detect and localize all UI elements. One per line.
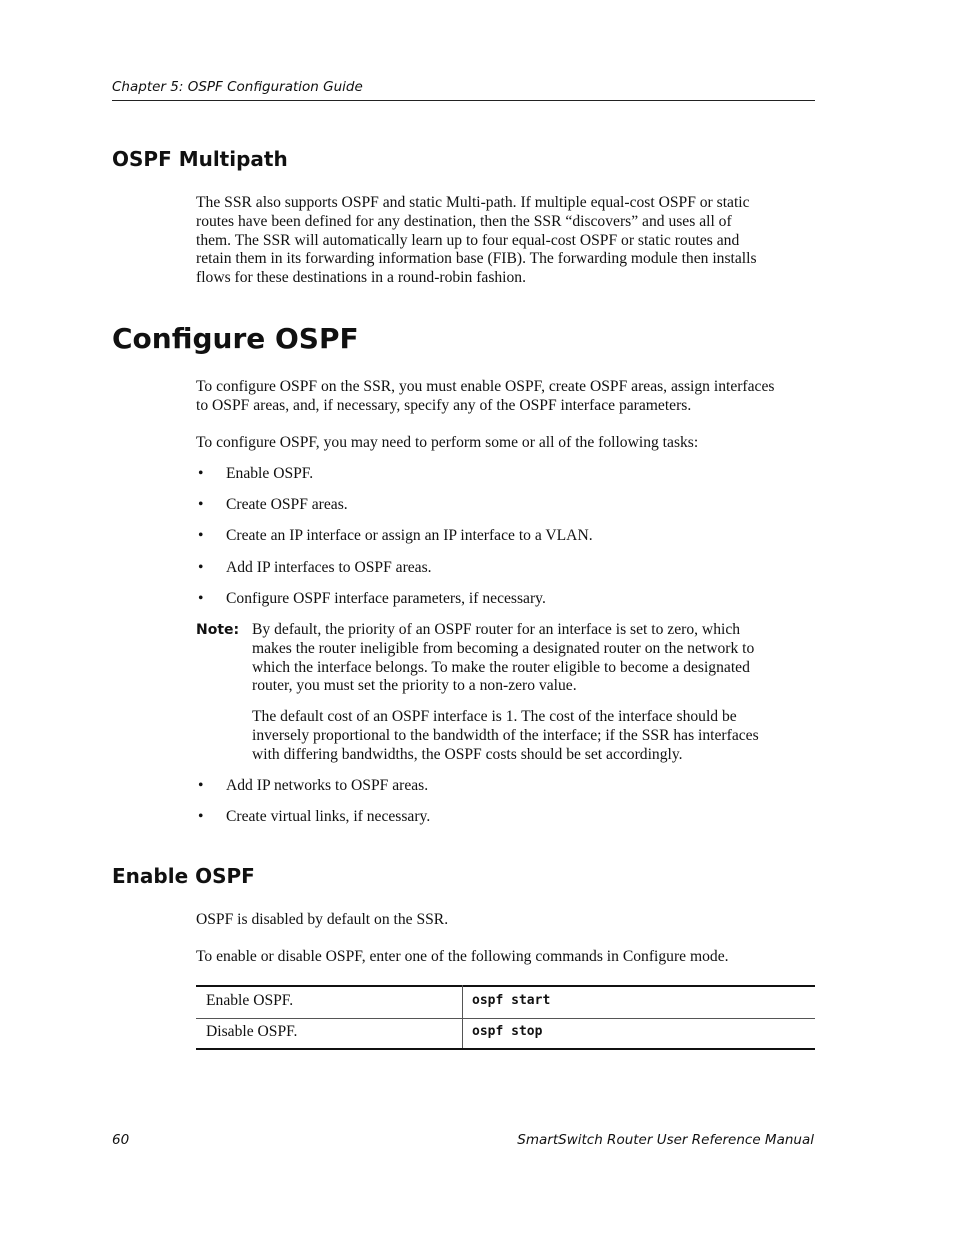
paragraph-line: which the interface belongs. To make the router eligible to become a designated (252, 658, 750, 676)
table-top-rule (196, 985, 815, 987)
section-heading-configure-ospf: Configure OSPF (112, 322, 359, 355)
list-item-text: Create OSPF areas. (226, 496, 348, 513)
bullet-icon: • (198, 559, 204, 576)
paragraph-line: with differing bandwidths, the OSPF costs should be set accordingly. (252, 745, 683, 763)
multipath-paragraph (196, 194, 836, 288)
header-rule (112, 100, 815, 101)
paragraph-line: makes the router ineligible from becoming a designated router on the network to (252, 639, 755, 657)
table-cell-command: ospf stop (472, 1024, 543, 1039)
table-cell-action: Enable OSPF. (206, 992, 294, 1009)
manual-title: SmartSwitch Router User Reference Manual (517, 1132, 814, 1148)
section-heading-enable-ospf: Enable OSPF (112, 864, 255, 888)
table-cell-action: Disable OSPF. (206, 1023, 298, 1040)
note-paragraph-2 (252, 708, 832, 764)
table-row-rule (196, 1018, 815, 1019)
paragraph-line: to OSPF areas, and, if necessary, specify any of the OSPF interface parameters. (196, 396, 692, 414)
bullet-icon: • (198, 590, 204, 607)
list-item-text: Enable OSPF. (226, 465, 314, 482)
paragraph-line: The SSR also supports OSPF and static Multi-path. If multiple equal-cost OSPF or static (196, 194, 750, 211)
table-cell-command: ospf start (472, 993, 551, 1008)
bullet-icon: • (198, 496, 204, 513)
bullet-icon: • (198, 808, 204, 825)
running-header: Chapter 5: OSPF Configuration Guide (112, 79, 363, 95)
bullet-icon: • (198, 527, 204, 544)
paragraph-line: retain them in its forwarding information base (FIB). The forwarding module then installs (196, 250, 757, 268)
tasks-intro-paragraph: To configure OSPF, you may need to perform some or all of the following tasks: (196, 434, 699, 451)
list-item-text: Configure OSPF interface parameters, if necessary. (226, 590, 546, 607)
paragraph-line: routes have been defined for any destination, then the SSR “discovers” and uses all of (196, 212, 732, 230)
list-item-text: Create virtual links, if necessary. (226, 808, 431, 825)
bullet-icon: • (198, 777, 204, 794)
list-item-text: Create an IP interface or assign an IP interface to a VLAN. (226, 527, 593, 544)
bullet-icon: • (198, 465, 204, 482)
paragraph-line: them. The SSR will automatically learn up to four equal-cost OSPF or static routes and (196, 231, 740, 249)
paragraph-line: flows for these destinations in a round-robin fashion. (196, 269, 527, 287)
page-number: 60 (112, 1132, 130, 1148)
table-bottom-rule (196, 1048, 815, 1050)
paragraph-line: router, you must set the priority to a non-zero value. (252, 677, 577, 695)
section-heading-ospf-multipath: OSPF Multipath (112, 147, 288, 171)
paragraph-line: The default cost of an OSPF interface is 1. The cost of the interface should be (252, 708, 737, 725)
list-item-text: Add IP interfaces to OSPF areas. (226, 559, 432, 576)
enable-paragraph-1: OSPF is disabled by default on the SSR. (196, 911, 449, 928)
enable-paragraph-2: To enable or disable OSPF, enter one of the following commands in Configure mode. (196, 948, 729, 965)
configure-intro-paragraph (196, 378, 836, 416)
paragraph-line: inversely proportional to the bandwidth of the interface; if the SSR has interfaces (252, 726, 759, 744)
note-label: Note: (196, 622, 240, 638)
list-item-text: Add IP networks to OSPF areas. (226, 777, 429, 794)
paragraph-line: To configure OSPF on the SSR, you must enable OSPF, create OSPF areas, assign interfaces (196, 378, 775, 395)
note-paragraph-1 (252, 621, 832, 696)
paragraph-line: By default, the priority of an OSPF router for an interface is set to zero, which (252, 621, 741, 638)
